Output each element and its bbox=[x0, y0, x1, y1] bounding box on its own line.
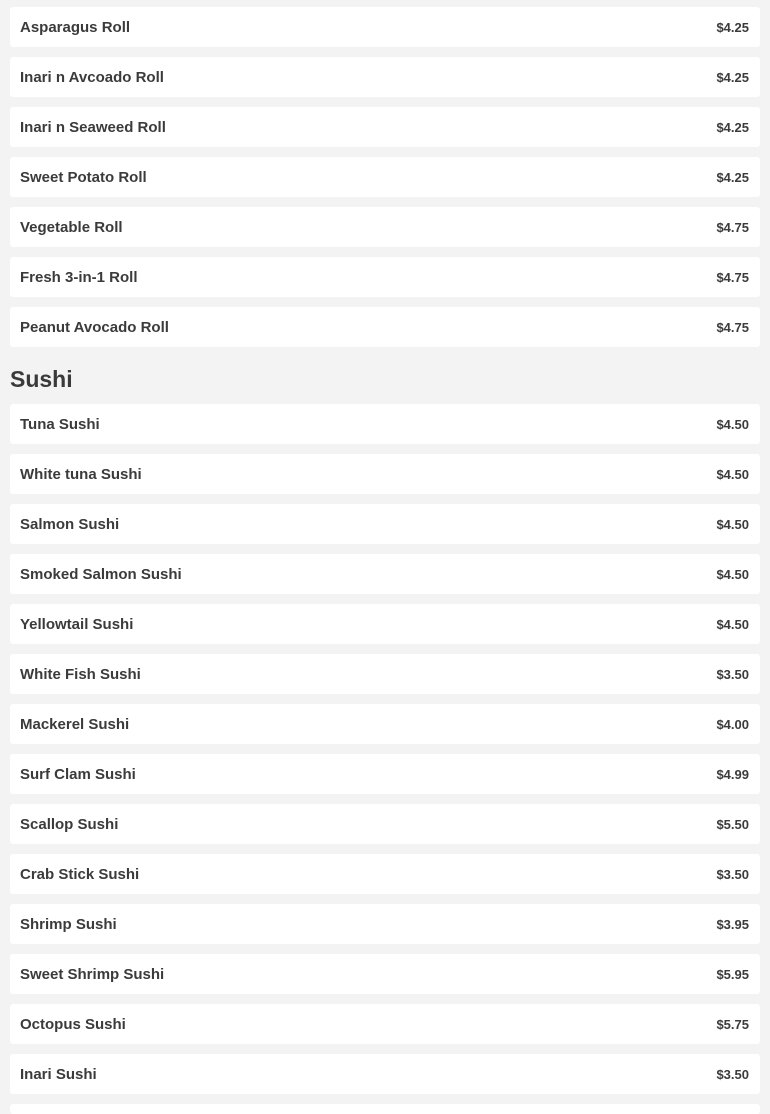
menu-item[interactable] bbox=[10, 754, 760, 794]
item-name: Mackerel Sushi bbox=[20, 715, 130, 733]
menu-item[interactable] bbox=[10, 604, 760, 644]
item-price: $4.50 bbox=[716, 416, 749, 432]
menu-item[interactable] bbox=[10, 454, 760, 494]
item-name: Peanut Avocado Roll bbox=[20, 318, 169, 336]
item-name: Yellowtail Sushi bbox=[20, 615, 134, 633]
item-name: Vegetable Roll bbox=[20, 218, 123, 236]
menu-item[interactable] bbox=[10, 257, 760, 297]
item-price: $4.25 bbox=[716, 119, 749, 135]
item-price: $3.95 bbox=[716, 916, 749, 932]
item-name: Salmon Sushi bbox=[20, 515, 120, 533]
item-price: $4.75 bbox=[716, 269, 749, 285]
item-price: $4.25 bbox=[716, 169, 749, 185]
item-price: $5.95 bbox=[716, 966, 749, 982]
menu-item[interactable] bbox=[10, 654, 760, 694]
item-name: White Fish Sushi bbox=[20, 665, 141, 683]
menu-item[interactable] bbox=[10, 854, 760, 894]
menu-item[interactable] bbox=[10, 7, 760, 47]
menu-item[interactable] bbox=[10, 1004, 760, 1044]
menu-item[interactable] bbox=[10, 157, 760, 197]
item-price: $4.00 bbox=[716, 716, 749, 732]
item-name: Sweet Potato Roll bbox=[20, 168, 147, 186]
item-price: $4.50 bbox=[716, 466, 749, 482]
item-price: $4.50 bbox=[716, 566, 749, 582]
sushi-item-list bbox=[10, 404, 760, 1104]
item-price: $5.75 bbox=[716, 1016, 749, 1032]
item-name: Shrimp Sushi bbox=[20, 915, 117, 933]
menu-item[interactable] bbox=[10, 804, 760, 844]
item-price: $4.25 bbox=[716, 19, 749, 35]
item-name: Surf Clam Sushi bbox=[20, 765, 136, 783]
item-name: Asparagus Roll bbox=[20, 18, 131, 36]
menu-item[interactable] bbox=[10, 1054, 760, 1094]
menu-item-partial[interactable] bbox=[10, 1104, 760, 1114]
item-price: $4.99 bbox=[716, 766, 749, 782]
menu-item[interactable] bbox=[10, 107, 760, 147]
item-price: $4.25 bbox=[716, 69, 749, 85]
item-price: $5.50 bbox=[716, 816, 749, 832]
menu-item[interactable] bbox=[10, 57, 760, 97]
item-name: Smoked Salmon Sushi bbox=[20, 565, 182, 583]
item-name: Octopus Sushi bbox=[20, 1015, 126, 1033]
item-name: Tuna Sushi bbox=[20, 415, 100, 433]
item-price: $4.50 bbox=[716, 516, 749, 532]
menu-item[interactable] bbox=[10, 904, 760, 944]
item-name: Inari n Avcoado Roll bbox=[20, 68, 164, 86]
menu-item[interactable] bbox=[10, 954, 760, 994]
menu-item[interactable] bbox=[10, 704, 760, 744]
item-name: White tuna Sushi bbox=[20, 465, 142, 483]
menu-item[interactable] bbox=[10, 404, 760, 444]
item-price: $4.75 bbox=[716, 319, 749, 335]
item-name: Fresh 3-in-1 Roll bbox=[20, 268, 138, 286]
item-name: Scallop Sushi bbox=[20, 815, 119, 833]
item-price: $3.50 bbox=[716, 866, 749, 882]
menu-item[interactable] bbox=[10, 554, 760, 594]
item-price: $3.50 bbox=[716, 1066, 749, 1082]
item-price: $4.50 bbox=[716, 616, 749, 632]
item-name: Sweet Shrimp Sushi bbox=[20, 965, 165, 983]
item-price: $3.50 bbox=[716, 666, 749, 682]
item-name: Inari Sushi bbox=[20, 1065, 97, 1083]
menu-item[interactable] bbox=[10, 207, 760, 247]
item-name: Crab Stick Sushi bbox=[20, 865, 140, 883]
menu-item[interactable] bbox=[10, 504, 760, 544]
item-name: Inari n Seaweed Roll bbox=[20, 118, 166, 136]
item-price: $4.75 bbox=[716, 219, 749, 235]
roll-item-list bbox=[10, 7, 760, 357]
menu-item[interactable] bbox=[10, 307, 760, 347]
section-title-sushi: Sushi bbox=[10, 366, 73, 392]
